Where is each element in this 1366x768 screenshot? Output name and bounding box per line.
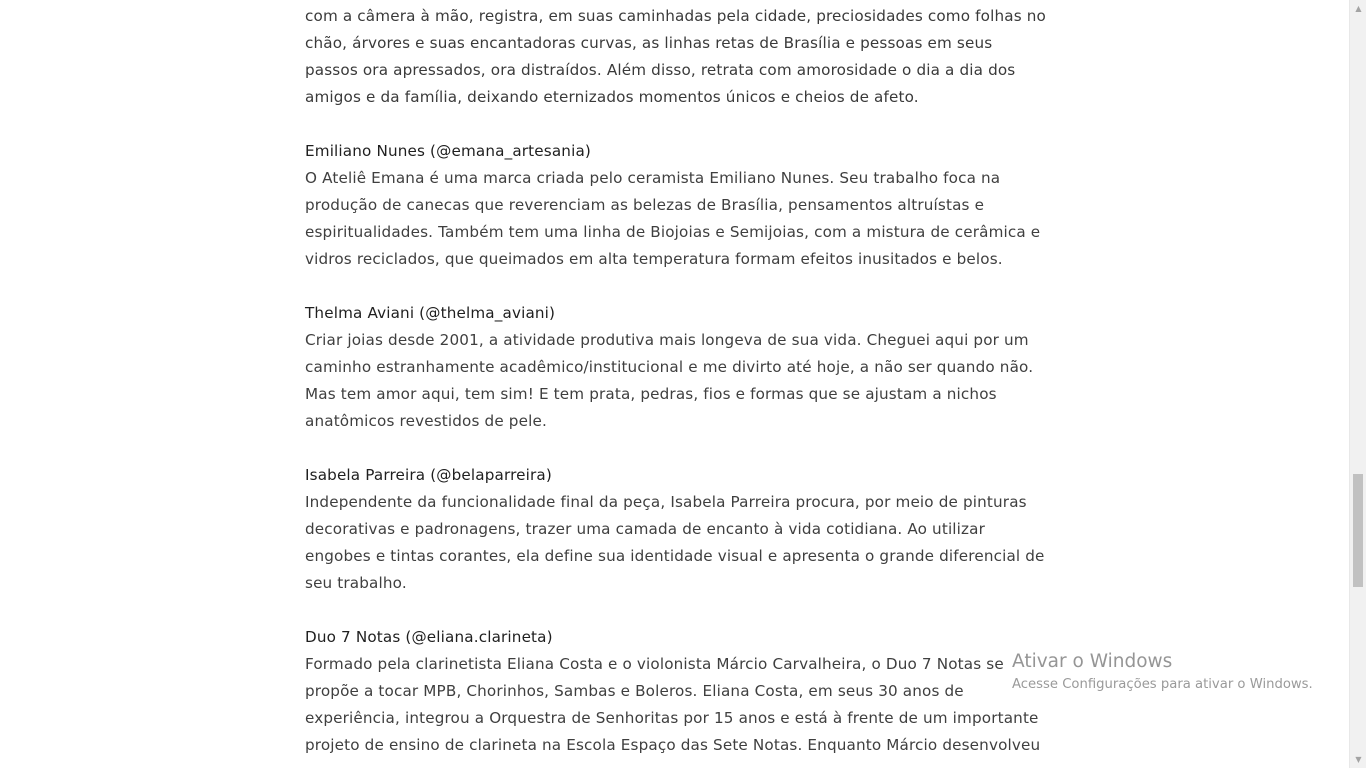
entry-title: Thelma Aviani (@thelma_aviani) — [305, 304, 556, 322]
watermark-title: Ativar o Windows — [1012, 651, 1173, 672]
article-body — [305, 3, 1050, 768]
entry-description: Criar joias desde 2001, a atividade produtiva mais longeva de sua vida. Cheguei aqui por um caminho estranhamente acadêmico/institucional e me divirto até hoje, a não ser quando não. Mas tem amor aqui, tem sim! E tem prata, pedras, fios e formas que se ajustam a nichos anatômicos revestidos de pele. — [305, 331, 1034, 430]
entry-isabela-parreira — [305, 462, 1050, 597]
entry-title: Emiliano Nunes (@emana_artesania) — [305, 142, 591, 160]
entry-description: Formado pela clarinetista Eliana Costa e o violonista Márcio Carvalheira, o Duo 7 Notas se propõe a tocar MPB, Chorinhos, Sambas e Boleros. Eliana Costa, em seus 30 anos de experiência, integrou a Orquestra de Senhoritas por 15 anos e está à frente de um importante projeto de ensino de clarineta na Escola Espaço das Sete Notas. Enquanto Márcio desenvolveu — [305, 655, 1041, 754]
scroll-down-icon[interactable]: ▼ — [1355, 755, 1362, 764]
entry-description: Independente da funcionalidade final da peça, Isabela Parreira procura, por meio de pinturas decorativas e padronagens, trazer uma camada de encanto à vida cotidiana. Ao utilizar engobes e tintas corantes, ela define sua identidade visual e apresenta o grande diferencial de seu trabalho. — [305, 493, 1045, 592]
entry-thelma-aviani — [305, 300, 1050, 435]
entry-title: Isabela Parreira (@belaparreira) — [305, 466, 552, 484]
scroll-thumb[interactable] — [1353, 474, 1363, 587]
vertical-scrollbar[interactable] — [1349, 0, 1366, 768]
intro-paragraph: com a câmera à mão, registra, em suas caminhadas pela cidade, preciosidades como folhas no chão, árvores e suas encantadoras curvas, as linhas retas de Brasília e pessoas em seus passos ora apressados, ora distraídos. Além disso, retrata com amorosidade o dia a dia dos amigos e da família, deixando eternizados momentos únicos e cheios de afeto. — [305, 7, 1046, 106]
entry-duo-7-notas — [305, 624, 1050, 759]
windows-activation-watermark — [1012, 650, 1313, 696]
entry-description: O Ateliê Emana é uma marca criada pelo ceramista Emiliano Nunes. Seu trabalho foca na produção de canecas que reverenciam as belezas de Brasília, pensamentos altruístas e espiritualidades. Também tem uma linha de Biojoias e Semijoias, com a mistura de cerâmica e vidros reciclados, que queimados em alta temperatura formam efeitos inusitados e belos. — [305, 169, 1041, 268]
scroll-up-icon[interactable]: ▲ — [1355, 4, 1362, 13]
entry-emiliano-nunes — [305, 138, 1050, 273]
watermark-subtitle: Acesse Configurações para ativar o Windows. — [1012, 677, 1313, 692]
entry-title: Duo 7 Notas (@eliana.clarineta) — [305, 628, 553, 646]
